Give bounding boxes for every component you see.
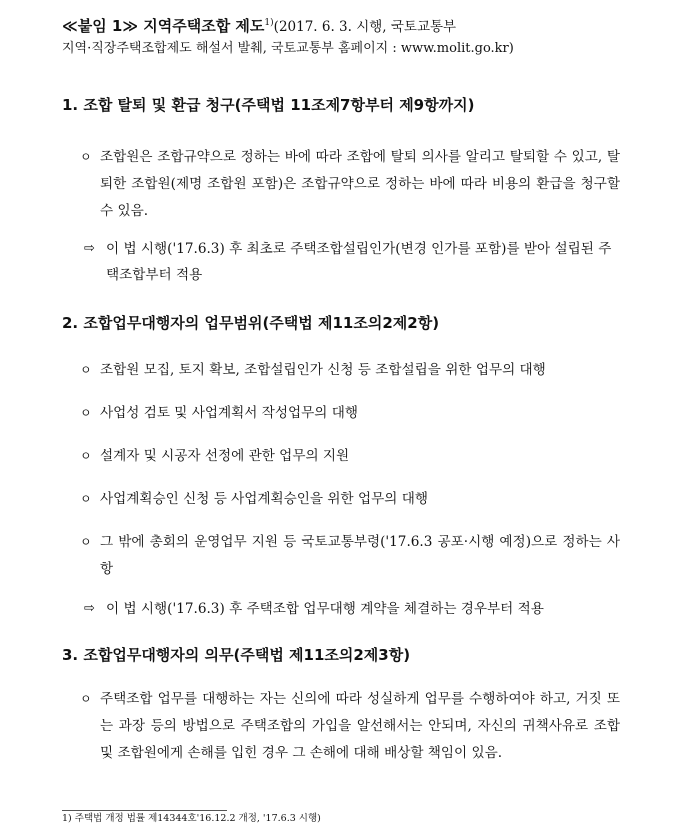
bullet-text: 사업계획승인 신청 등 사업계획승인을 위한 업무의 대행 [100,491,428,507]
bullet-text: 그 밖에 총회의 운영업무 지원 등 국토교통부령('17.6.3 공포·시행 예정)으로 정하는 사항 [100,534,620,577]
bullet-text: 주택조합 업무를 대행하는 자는 신의에 따라 성실하게 업무를 수행하여야 하고, 거짓 또는 과장 등의 방법으로 주택조합의 가입을 알선해서는 안되며, 자신의 귀책사유로 조합 및 조합원에게 손해를 입힌 경우 그 손해에 대해 배상할 책임이 있음. [100,691,620,761]
section-1-bullet-1 [80,144,620,225]
section-2-bullet-4 [80,486,620,513]
section-3-title: 3. 조합업무대행자의 의무(주택법 제11조의2제3항) [62,646,411,664]
note-text: 이 법 시행('17.6.3) 후 최초로 주택조합설립인가(변경 인가를 포함)를 받아 설립된 주택조합부터 적용 [106,241,612,283]
bullet-icon: ㅇ [80,363,92,377]
bullet-icon: ㅇ [80,535,92,549]
section-2-bullet-2 [80,400,620,427]
bullet-icon: ㅇ [80,692,92,706]
section-2-bullet-5 [80,529,620,583]
bullet-icon: ㅇ [80,150,92,164]
footnote: 1) 주택법 개정 법률 제14344호'16.12.2 개정, '17.6.3 시행) [62,813,321,824]
footnote-divider [62,810,227,811]
effective-date: (2017. 6. 3. 시행, 국토교통부 [273,19,457,36]
bullet-text: 사업성 검토 및 사업계획서 작성업무의 대행 [100,405,358,421]
bullet-icon: ㅇ [80,492,92,506]
document-header [62,12,662,60]
section-2-note [84,596,620,622]
header-line [62,12,662,38]
section-3-bullet-1 [80,686,620,767]
document-title: ≪붙임 1≫ 지역주택조합 제도 [62,17,265,36]
section-2-bullet-1 [80,357,620,384]
note-text: 이 법 시행('17.6.3) 후 주택조합 업무대행 계약을 체결하는 경우부터 적용 [106,601,544,617]
footnote-ref: 1) [264,18,274,28]
bullet-text: 조합원은 조합규약으로 정하는 바에 따라 조합에 탈퇴 의사를 알리고 탈퇴할 수 있고, 탈퇴한 조합원(제명 조합원 포함)은 조합규약으로 정하는 바에 따라 비용의 환급을 청구할 수 있음. [100,149,620,219]
bullet-icon: ㅇ [80,449,92,463]
bullet-text: 조합원 모집, 토지 확보, 조합설립인가 신청 등 조합설립을 위한 업무의 대행 [100,362,546,378]
bullet-text: 설계자 및 시공자 선정에 관한 업무의 지원 [100,448,350,464]
arrow-right-icon: ⇨ [84,241,95,256]
source-line: 지역·직장주택조합제도 해설서 발췌, 국토교통부 홈페이지 : www.molit.go.kr) [62,41,514,57]
section-1-note [84,236,620,288]
arrow-right-icon: ⇨ [84,601,95,616]
bullet-icon: ㅇ [80,406,92,420]
section-1-title: 1. 조합 탈퇴 및 환급 청구(주택법 11조제7항부터 제9항까지) [62,96,475,114]
section-2-bullet-3 [80,443,620,470]
section-2-title: 2. 조합업무대행자의 업무범위(주택법 제11조의2제2항) [62,314,440,332]
